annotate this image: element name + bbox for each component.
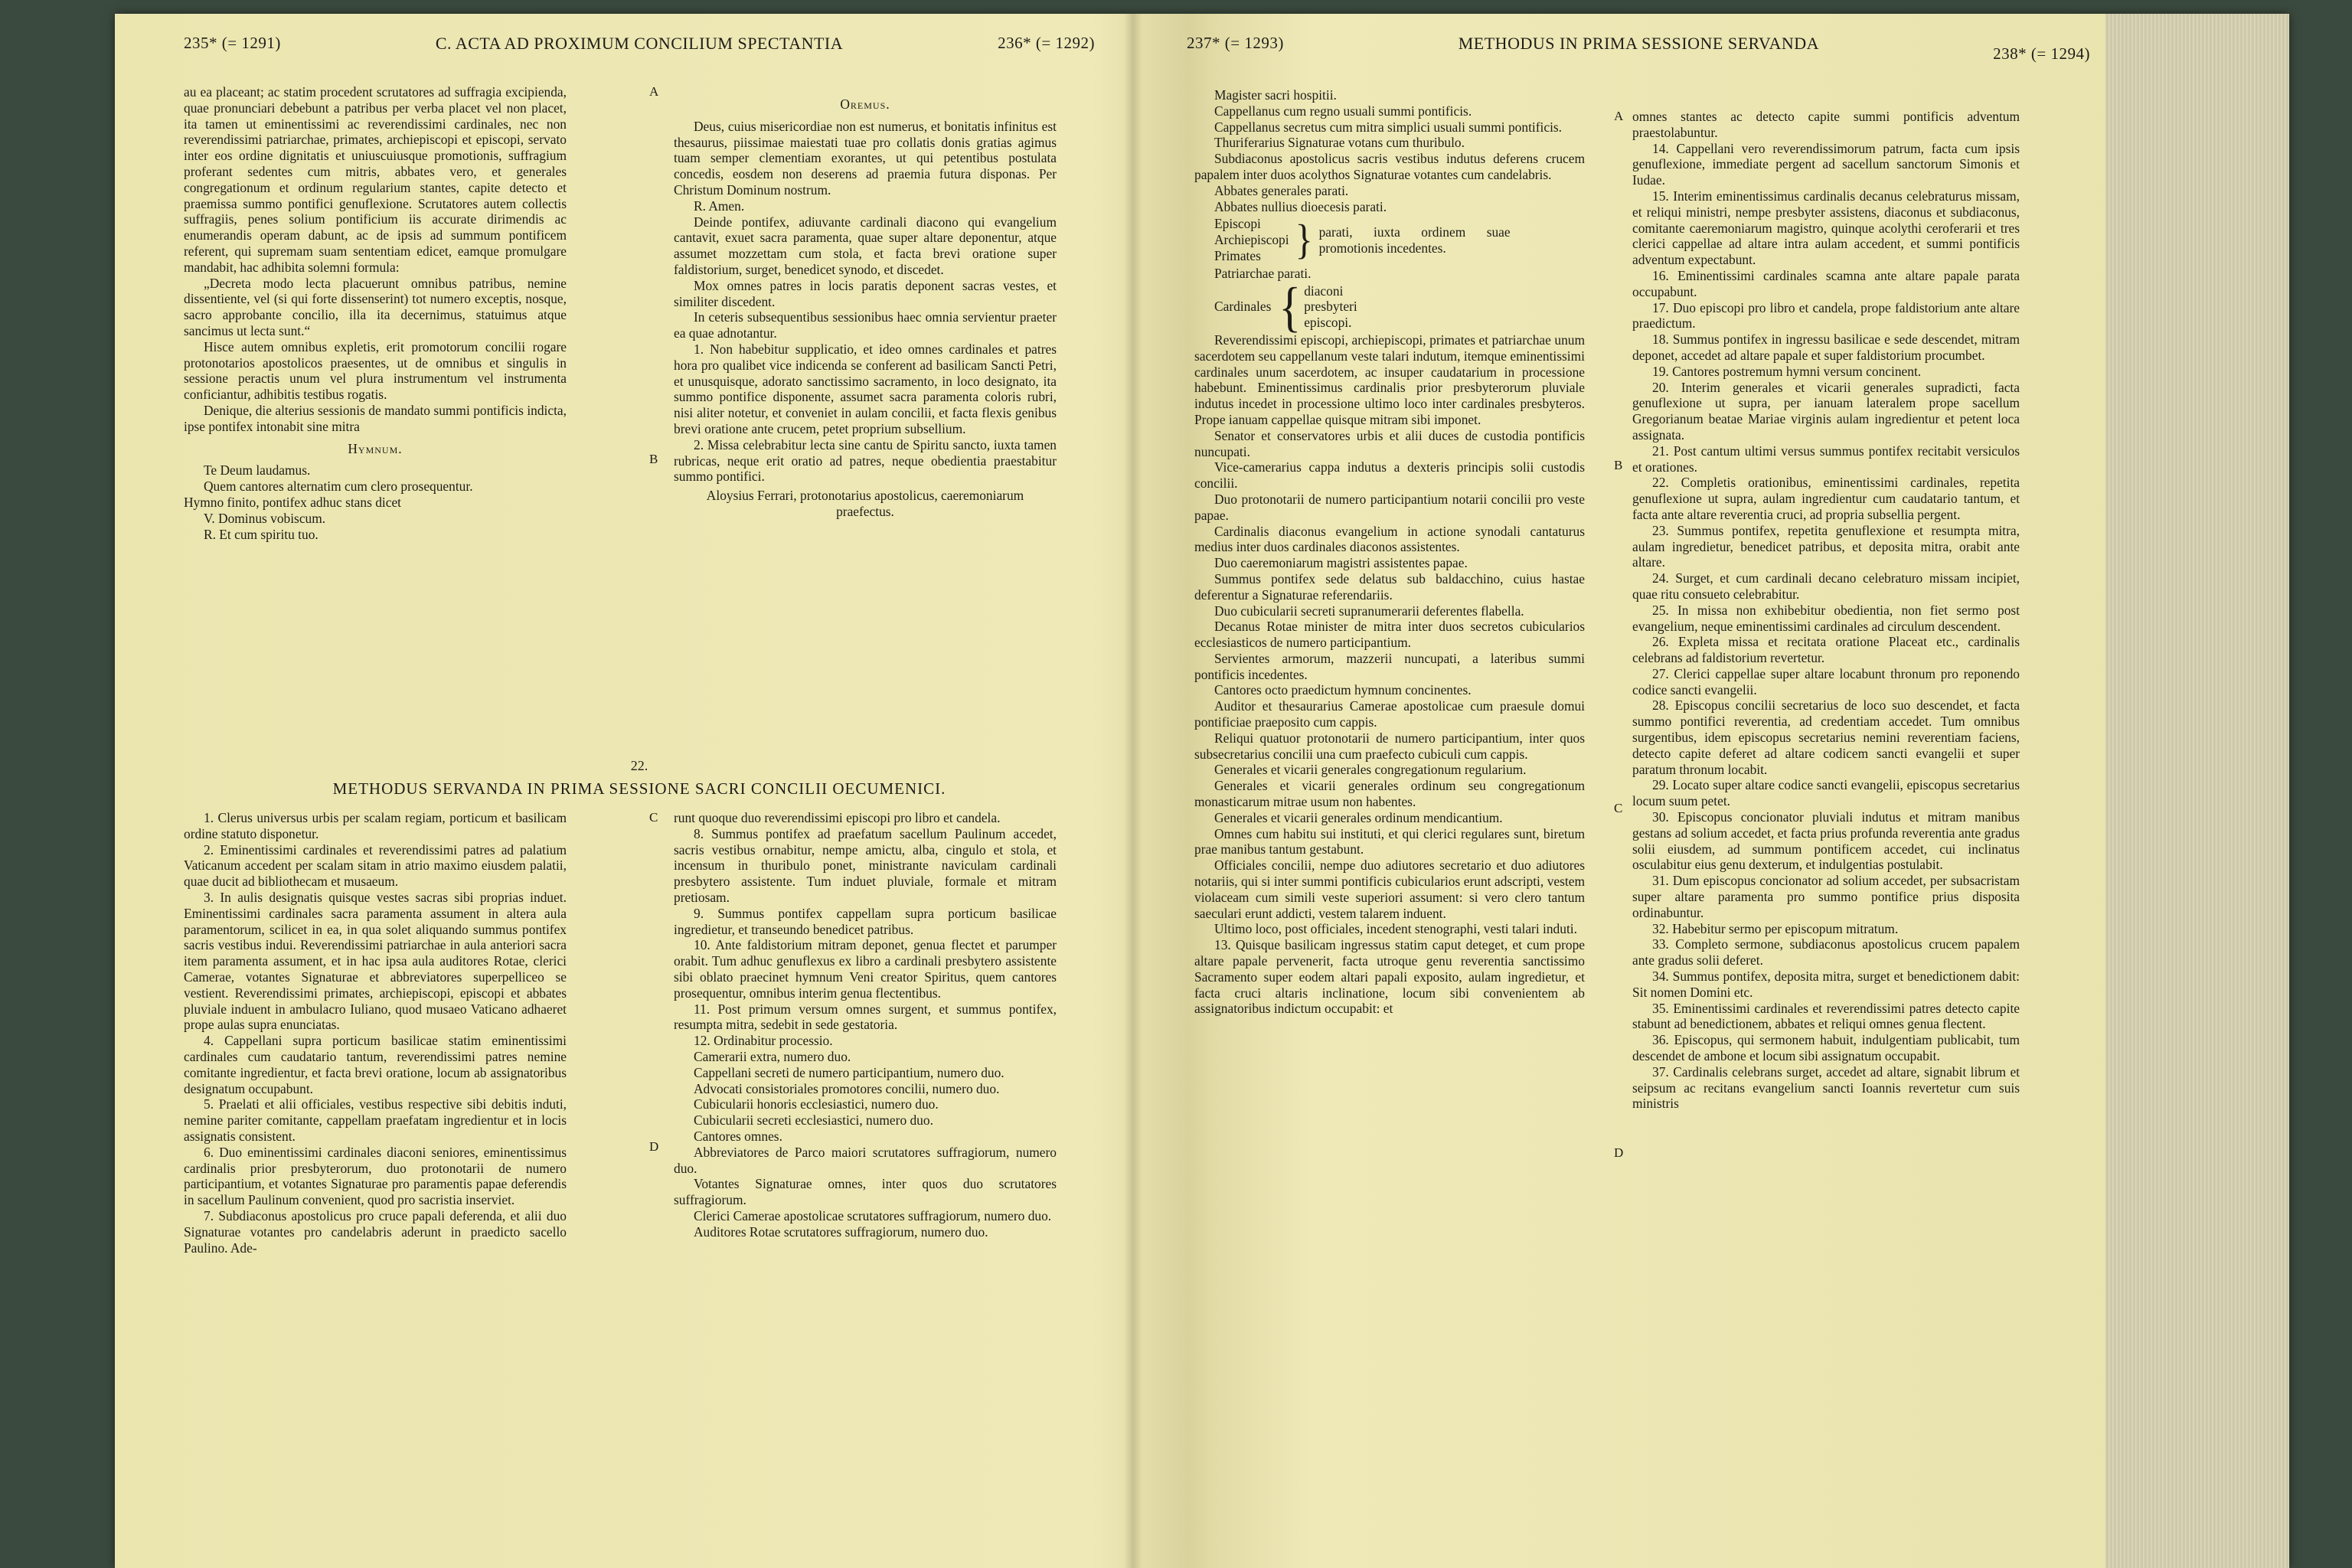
paragraph: Cardinalis diaconus evangelium in actione synodali cantaturus medius inter duos cardinales diaconos assistentes. xyxy=(1194,523,1585,555)
list-item: Subdiaconus apostolicus sacris vestibus indutus deferens crucem papalem inter duos acolythos Signaturae votantes cum candelabris. xyxy=(1194,151,1585,182)
margin-letter: B xyxy=(649,452,658,466)
paragraph: 14. Cappellani vero reverendissimorum patrum, facta cum ipsis genuflexione, immediate pergent ad sacellum sanctorum Simonis et Iudae. xyxy=(1632,140,2020,188)
oremus-title: Oremus. xyxy=(840,96,890,112)
section-number: 22. xyxy=(630,758,648,773)
right-running-title: METHODUS IN PRIMA SESSIONE SERVANDA xyxy=(1458,34,1820,53)
paragraph: 19. Cantores postremum hymni versum concinent. xyxy=(1652,363,1922,379)
paragraph: 18. Summus pontifex in ingressu basilicae e sede descendet, mitram deponet, accedet ad altare papale et super faldistorium procumbet. xyxy=(1632,332,2020,363)
paragraph: 20. Interim generales et vicarii generales supradicti, facta genuflexione ut supra, per ianuam lateralem prope sacellum Gregorianum beatae Mariae virginis aulam ingredientur et petent loca assignata. xyxy=(1632,379,2020,443)
paragraph: Duo protonotarii de numero participantium notarii concilii pro veste papae. xyxy=(1194,491,1585,523)
brace-text: parati, iuxta ordinem suae promotionis incedentes. xyxy=(1318,224,1511,256)
paragraph: Cantores octo praedictum hymnum concinentes. xyxy=(1214,682,1472,698)
left-running-title: C. ACTA AD PROXIMUM CONCILIUM SPECTANTIA xyxy=(435,34,844,53)
paragraph: 30. Episcopus concionator pluviali indutus et mitram manibus gestans ad solium accedet, et facta prius profunda reverentia ante gradus solii eiusdem, ad summum pontificem accedet, cui inclinatus osculabitur eius genu dexterum, et indulgentias postulabit. xyxy=(1632,809,2020,873)
list-item: Cubicularii secreti ecclesiastici, numero duo. xyxy=(694,1112,933,1129)
brace-name: Primates xyxy=(1214,247,1261,263)
paragraph: Servientes armorum, mazzerii nuncupati, a lateribus summi pontificis incedentes. xyxy=(1194,650,1585,682)
paragraph: Hisce autem omnibus expletis, erit promotorum concilii rogare protonotarios apostolicos praesentes, ut de omnibus et singulis in sessione peractis unum vel plura instrumentum vel instrumenta conficiantur, adhibitis testibus rogatis. xyxy=(184,338,567,403)
paragraph: 1. Clerus universus urbis per scalam regiam, porticum et basilicam ordine statuto disponetur. xyxy=(184,810,567,841)
paragraph: au ea placeant; ac statim procedent scrutatores ad suffragia excipienda, quae pronunciari debebunt a patribus per verba placet vel non placet, ita tamen ut eminentissimi ac reverendissimi cardinales, nec non reverendissimi patriarchae, primates, archiepiscopi et episcopi, servato inter eos ordine dignitatis et uniuscuiusque promotionis, suffragium proferant sedentes cum mitris, abbates vero, et generales congregationum et ordinum regularium stantes, capite detecto et praemissa summo pontifici genuflexione. Scrutatores autem collectis suffragiis, penes solium pontificium iis accurate dirimendis ac enumerandis operam dabunt, ac de ipsis ad summum pontificem referent, qui supremam suam sententiam edicet, eamque promulgare mandabit, hac adhibita solemni formula: xyxy=(184,84,567,275)
paragraph: Deinde pontifex, adiuvante cardinali diacono qui evangelium cantavit, exuet sacra paramenta, quae super altare deponentur, atque assumet mozzettam cum stola, et facta brevi oratione super faldistorium, surget, benedicet synodo, et discedet. xyxy=(674,214,1057,277)
paragraph: 26. Expleta missa et recitata oratione Placeat etc., cardinalis celebrans ad faldistorium revertetur. xyxy=(1632,634,2020,666)
left-page-number-right: 236* (= 1292) xyxy=(998,34,1095,52)
bishops-brace-group xyxy=(1194,216,1585,263)
hymnus-title: Hymnum. xyxy=(348,440,403,456)
paragraph: 3. In aulis designatis quisque vestes sacras sibi proprias induet. Eminentissimi cardinales sacra paramenta assument in altera aula paramentorum, scilicet in ea, in qua solet aliquando summus pontifex sacris vestibus indui. Reverendissimi patriarchae in aula anteriori sacra item paramenta assument, et in hac ipsa aula auditores Rotae, clerici Camerae, votantes Signaturae et abbreviatores superpelliceo se vestient. Reverendissimi primates, archiepiscopi, episcopi et abbates pluviale induent in ambulacro Iuliano, quod musaeo Vaticano adhaeret prope aulas supra enunciatas. xyxy=(184,889,567,1033)
brace-name: Episcopi xyxy=(1214,216,1261,232)
brace-name: Archiepiscopi xyxy=(1214,232,1289,248)
right-page-number-left: 237* (= 1293) xyxy=(1187,34,1284,52)
list-item: Abbreviatores de Parco maiori scrutatores suffragiorum, numero duo. xyxy=(674,1144,1057,1176)
list-item: Patriarchae parati. xyxy=(1214,265,1312,281)
paragraph: Omnes cum habitu sui instituti, et qui clerici regulares sunt, biretum prae manibus tantum gestabunt. xyxy=(1194,825,1585,858)
left-col2 xyxy=(674,93,1057,520)
cardinals-brace-group xyxy=(1194,276,1585,338)
paragraph: 32. Habebitur sermo per episcopum mitratum. xyxy=(1652,920,1899,936)
brace-item: episcopi. xyxy=(1304,315,1352,331)
paragraph: 25. In missa non exhibebitur obedientia, non fiet sermo post evangelium, neque eminentissimi cardinales ad circulum descendent. xyxy=(1632,602,2020,634)
paragraph: 22. Completis orationibus, eminentissimi cardinales, repetita genuflexione ut supra, aulam ingredientur cum caudatario tantum, et facta ante altare reverentia cruci, ad propria subsellia pergent. xyxy=(1632,475,2020,522)
left-page xyxy=(184,14,1095,1568)
left-page-number: 235* (= 1291) xyxy=(184,34,281,52)
right-col1 xyxy=(1194,87,1585,1017)
hymnus-line: Hymno finito, pontifex adhuc stans dicet xyxy=(184,494,401,510)
paragraph: 36. Episcopus, qui sermonem habuit, indulgentiam publicabit, tum descendet de ambone et locum sibi assignatum occupabit. xyxy=(1632,1032,2020,1064)
list-item: Cappellani secreti de numero participantium, numero duo. xyxy=(694,1064,1004,1080)
paragraph: Generales et vicarii generales ordinum seu congregationum monasticarum mitrae usum non habentes. xyxy=(1194,778,1585,810)
left-col1 xyxy=(184,84,567,542)
margin-letter: C xyxy=(1614,801,1623,815)
paragraph: 13. Quisque basilicam ingressus statim caput deteget, et cum prope altare papale pervenerit, facta utroque genu reverentia sanctissimo Sacramento super eodem altari papali exposito, aulam ingredietur, et facta cruci altaris inclinatione, locum sibi convenientem ab assignatoribus indictum occupabit: et xyxy=(1194,937,1585,1017)
list-item: Cantores omnes. xyxy=(694,1128,782,1144)
paragraph: 4. Cappellani supra porticum basilicae statim eminentissimi cardinales cum caudatario tantum, reverendissimi patres nemine comitante ingredientur, et facta brevi oratione, locum ab assignatoribus designatum occupabunt. xyxy=(184,1033,567,1096)
list-item: Abbates nullius dioecesis parati. xyxy=(1214,198,1387,214)
hymnus-line: Quem cantores alternatim cum clero prosequentur. xyxy=(204,479,473,495)
right-page xyxy=(1133,14,2105,1568)
right-col2 xyxy=(1632,109,2020,1112)
hymnus-line: R. Et cum spiritu tuo. xyxy=(204,526,318,542)
paragraph: 2. Missa celebrabitur lecta sine cantu de Spiritu sancto, iuxta tamen rubricas, neque erit oratio ad patres, neque obedientia praestabitur summo pontifici. xyxy=(674,436,1057,485)
right-page-number: 238* (= 1294) xyxy=(1993,44,2090,63)
paragraph: 7. Subdiaconus apostolicus pro cruce papali deferenda, et alii duo Signaturae votantes pro candelabris aderunt in praedicto sacello Paulino. Ade- xyxy=(184,1207,567,1256)
hymnus-line: V. Dominus vobiscum. xyxy=(204,510,326,526)
paragraph: omnes stantes ac detecto capite summi pontificis adventum praestolabuntur. xyxy=(1632,109,2020,140)
margin-letter: B xyxy=(1614,458,1623,472)
paragraph: Vice-camerarius cappa indutus a dexteris principis solii custodis concilii. xyxy=(1194,459,1585,492)
paragraph: Decanus Rotae minister de mitra inter duos secretos cubicularios ecclesiasticos de numero participantium. xyxy=(1194,619,1585,651)
paragraph: 37. Cardinalis celebrans surget, accedet ad altare, signabit librum et seipsum ac recitans evangelium sancti Ioannis revertetur cum suis ministris xyxy=(1632,1063,2020,1112)
brace-icon: { xyxy=(1279,276,1302,338)
paragraph: Auditor et thesaurarius Camerae apostolicae cum praesule domui pontificiae praeposito cum cappis. xyxy=(1194,698,1585,730)
list-item: Auditores Rotae scrutatores suffragiorum, numero duo. xyxy=(694,1223,988,1240)
paragraph: 35. Eminentissimi cardinales et reverendissimi patres detecto capite stabunt ad benedictionem, abbates et reliqui omnes genua flectent. xyxy=(1632,1000,2020,1032)
paragraph: Generales et vicarii generales ordinum mendicantium. xyxy=(1214,809,1503,825)
list-item: Camerarii extra, numero duo. xyxy=(694,1048,851,1064)
paragraph: Duo cubicularii secreti supranumerarii deferentes flabella. xyxy=(1214,603,1524,619)
list-item: Cubicularii honoris ecclesiastici, numero duo. xyxy=(694,1096,939,1112)
paragraph: 5. Praelati et alii officiales, vestibus respective sibi debitis induti, nemine pariter comitante, cappellam praefatam ingredientur et in locis assignatis consistent. xyxy=(184,1096,567,1144)
paragraph: 6. Duo eminentissimi cardinales diaconi seniores, eminentissimus cardinalis prior presbyterorum, duo protonotarii de numero participantium, et votantes Signaturae pro paramentis papae deferendis in sacellum Paulinum convenient, quod pro sacristia inserviet. xyxy=(184,1144,567,1208)
list-item: Votantes Signaturae omnes, inter quos duo scrutatores suffragiorum. xyxy=(674,1176,1057,1208)
list-item: Magister sacri hospitii. xyxy=(1214,87,1337,103)
paragraph: 11. Post primum versum omnes surgent, et summus pontifex, resumpta mitra, sedebit in sede gestatoria. xyxy=(674,1001,1057,1033)
paragraph: 10. Ante faldistorium mitram deponet, genua flectet et parumper orabit. Tum adhuc genuflexus ex libro a cardinali presbytero assistente sibi oblato praecinet hymnum Veni creator Spiritus, quem cantores prosequentur, omnibus interim genua flectentibus. xyxy=(674,937,1057,1001)
paragraph: Officiales concilii, nempe duo adiutores secretario et duo adiutores notariis, qui si inter summi pontificis cubicularios erunt adscripti, vestem violaceam cum simili veste superiori assument: si vero clero tantum saeculari erunt addicti, vestem talarem induent. xyxy=(1194,858,1585,921)
margin-letter: D xyxy=(649,1139,659,1154)
paragraph: Duo caeremoniarum magistri assistentes papae. xyxy=(1214,555,1468,571)
list-item: Thuriferarius Signaturae votans cum thuribulo. xyxy=(1214,135,1465,151)
brace-icon: } xyxy=(1295,216,1313,263)
paragraph: 33. Completo sermone, subdiaconus apostolicus crucem papalem ante gradus solii deferet. xyxy=(1632,936,2020,969)
brace-label: Cardinales xyxy=(1214,299,1272,315)
paragraph: In ceteris subsequentibus sessionibus haec omnia servientur praeter ea quae adnotantur. xyxy=(674,309,1057,341)
book-spread xyxy=(115,14,2289,1568)
list-item: Abbates generales parati. xyxy=(1214,182,1349,198)
paragraph: 28. Episcopus concilii secretarius de loco suo descendet, et facta summo pontifici reverentia, ad credentiam accedet. Tum omnibus surgentibus, idem episcopus secretarius nemini reverentiam faciens, detecto capite deferet ad altare codicem sancti evangelii et super paratum thronum locabit. xyxy=(1632,697,2020,777)
brace-item: presbyteri xyxy=(1304,299,1357,315)
margin-letter: A xyxy=(1614,109,1624,123)
paragraph: 21. Post cantum ultimi versus summus pontifex recitabit versiculos et orationes. xyxy=(1632,443,2020,475)
paragraph: Ultimo loco, post officiales, incedent stenographi, vesti talari induti. xyxy=(1214,921,1577,937)
paragraph: Senator et conservatores urbis et alii duces de custodia pontificis nuncupati. xyxy=(1194,427,1585,459)
list-item: Cappellanus secretus cum mitra simplici usuali summi pontificis. xyxy=(1214,119,1563,135)
paragraph: Generales et vicarii generales congregationum regularium. xyxy=(1214,762,1527,778)
paragraph: 2. Eminentissimi cardinales et reverendissimi patres ad palatium Vaticanum accedent per scalam sitam in atrio maximo eiusdem palatii, quae ducit ad bibliothecam et musaeum. xyxy=(184,841,567,890)
paragraph: 23. Summus pontifex, repetita genuflexione et resumpta mitra, aulam ingredietur, benedicet patribus, et deposita mitra, orabit ante altare. xyxy=(1632,522,2020,570)
paragraph: Reverendissimi episcopi, archiepiscopi, primates et patriarchae unum sacerdotem seu cappellanum veste talari indutum, itemque eminentissimi cardinales unum sacerdotem, ac insuper caudatarium in processione habebunt. Eminentissimus cardinalis prior presbyterorum pluviale indutus incedet in processione ultimo loco inter cardinales presbyteros. Prope ianuam cappellae quisque mitram sibi imponet. xyxy=(1194,332,1585,427)
margin-letter: A xyxy=(649,84,659,99)
paragraph: Summus pontifex sede delatus sub baldacchino, cuius hastae deferentur a Signaturae referendariis. xyxy=(1194,570,1585,603)
paragraph: 29. Locato super altare codice sancti evangelii, episcopus secretarius locum suum petet. xyxy=(1632,777,2020,809)
margin-letter: D xyxy=(1614,1145,1624,1160)
list-item: Advocati consistoriales promotores concilii, numero duo. xyxy=(694,1080,1000,1096)
paragraph: 24. Surget, et cum cardinali decano celebraturo missam incipiet, quae ritu consueto celebrabitur. xyxy=(1632,570,2020,602)
left-col4 xyxy=(674,810,1057,1240)
paragraph: 15. Interim eminentissimus cardinalis decanus celebraturus missam, et reliqui ministri, nempe presbyter assistens, diaconus et subdiaconus, comitante caeremoniarum magistro, quinque acolythi ceroferarii et tres clerici cappellae ad altare intra aulam accedent, et summi pontificis adventum expectabunt. xyxy=(1632,188,2020,268)
paragraph: 9. Summus pontifex cappellam supra porticum basilicae ingredietur, et transeundo benedicet patribus. xyxy=(674,905,1057,937)
paragraph: Mox omnes patres in locis paratis deponent sacras vestes, et similiter discedent. xyxy=(674,277,1057,309)
paragraph: Reliqui quatuor protonotarii de numero participantium, inter quos subsecretarius concilii una cum praefecto cubiculi cum cappis. xyxy=(1194,730,1585,762)
section-title: METHODUS SERVANDA IN PRIMA SESSIONE SACRI CONCILII OECUMENICI. xyxy=(332,779,946,798)
signature: Aloysius Ferrari, protonotarius apostolicus, caeremoniarum praefectus. xyxy=(706,488,1024,519)
list-item: Clerici Camerae apostolicae scrutatores suffragiorum, numero duo. xyxy=(694,1207,1052,1223)
paragraph: 17. Duo episcopi pro libro et candela, prope faldistorium ante altare praedictum. xyxy=(1632,299,2020,332)
paragraph: Denique, die alterius sessionis de mandato summi pontificis indicta, ipse pontifex intonabit sine mitra xyxy=(184,402,567,434)
left-col3 xyxy=(184,810,567,1256)
paragraph: 27. Clerici cappellae super altare locabunt thronum pro reponendo codice sancti evangelii. xyxy=(1632,665,2020,697)
margin-letter: C xyxy=(649,810,658,825)
paragraph: R. Amen. xyxy=(694,198,745,214)
brace-item: diaconi xyxy=(1304,283,1344,299)
right-page-header xyxy=(1133,34,2105,64)
paragraph: runt quoque duo reverendissimi episcopi pro libro et candela. xyxy=(674,810,1001,825)
paragraph: 16. Eminentissimi cardinales scamna ante altare papale parata occupabunt. xyxy=(1632,267,2020,299)
paragraph: 1. Non habebitur supplicatio, et ideo omnes cardinales et patres hora pro qualibet vice indicenda se conferent ad basilicam Sancti Petri, et unusquisque, adorato sanctissimo sacramento, in loco designato, ita summo pontifice disponente, assumet sacra paramenta coloris rubri, nisi aliter notetur, et conveniet in aulam concilii, et facta flexis genibus brevi oratione ante crucem, petet proprium subsellium. xyxy=(674,341,1057,436)
paragraph: 8. Summus pontifex ad praefatum sacellum Paulinum accedet, sacris vestibus ornabitur, nempe amictu, alba, cingulo et stola, et incensum in thuribulo ponet, ministrante naviculam cardinali presbytero assistente. Tum induet pluviale, formale et mitram pretiosam. xyxy=(674,825,1057,905)
paragraph: Deus, cuius misericordiae non est numerus, et bonitatis infinitus est thesaurus, piissimae maiestati tuae pro collatis donis gratias agimus tuam semper clementiam exorantes, ut qui petentibus postulata concedis, eosdem non deserens ad praemia futura disponas. Per Christum Dominum nostrum. xyxy=(674,118,1057,198)
hymnus-line: Te Deum laudamus. xyxy=(204,462,311,479)
page-edge xyxy=(2105,14,2289,1568)
paragraph: „Decreta modo lecta placuerunt omnibus patribus, nemine dissentiente, vel (si qui forte dissenserint) tot numero exceptis, nosque, sacro approbante concilio, illa ita decernimus, statuimus atque sancimus ut lecta sunt.“ xyxy=(184,275,567,338)
list-item: Cappellanus cum regno usuali summi pontificis. xyxy=(1214,103,1472,119)
paragraph: 12. Ordinabitur processio. xyxy=(694,1033,833,1049)
paragraph: 31. Dum episcopus concionator ad solium accedet, per subsacristam super altare paramenta pro summo pontifice prius disposita ordinabuntur. xyxy=(1632,873,2020,920)
paragraph: 34. Summus pontifex, deposita mitra, surget et benedictionem dabit: Sit nomen Domini etc. xyxy=(1632,969,2020,1000)
left-page-header xyxy=(184,34,1095,64)
